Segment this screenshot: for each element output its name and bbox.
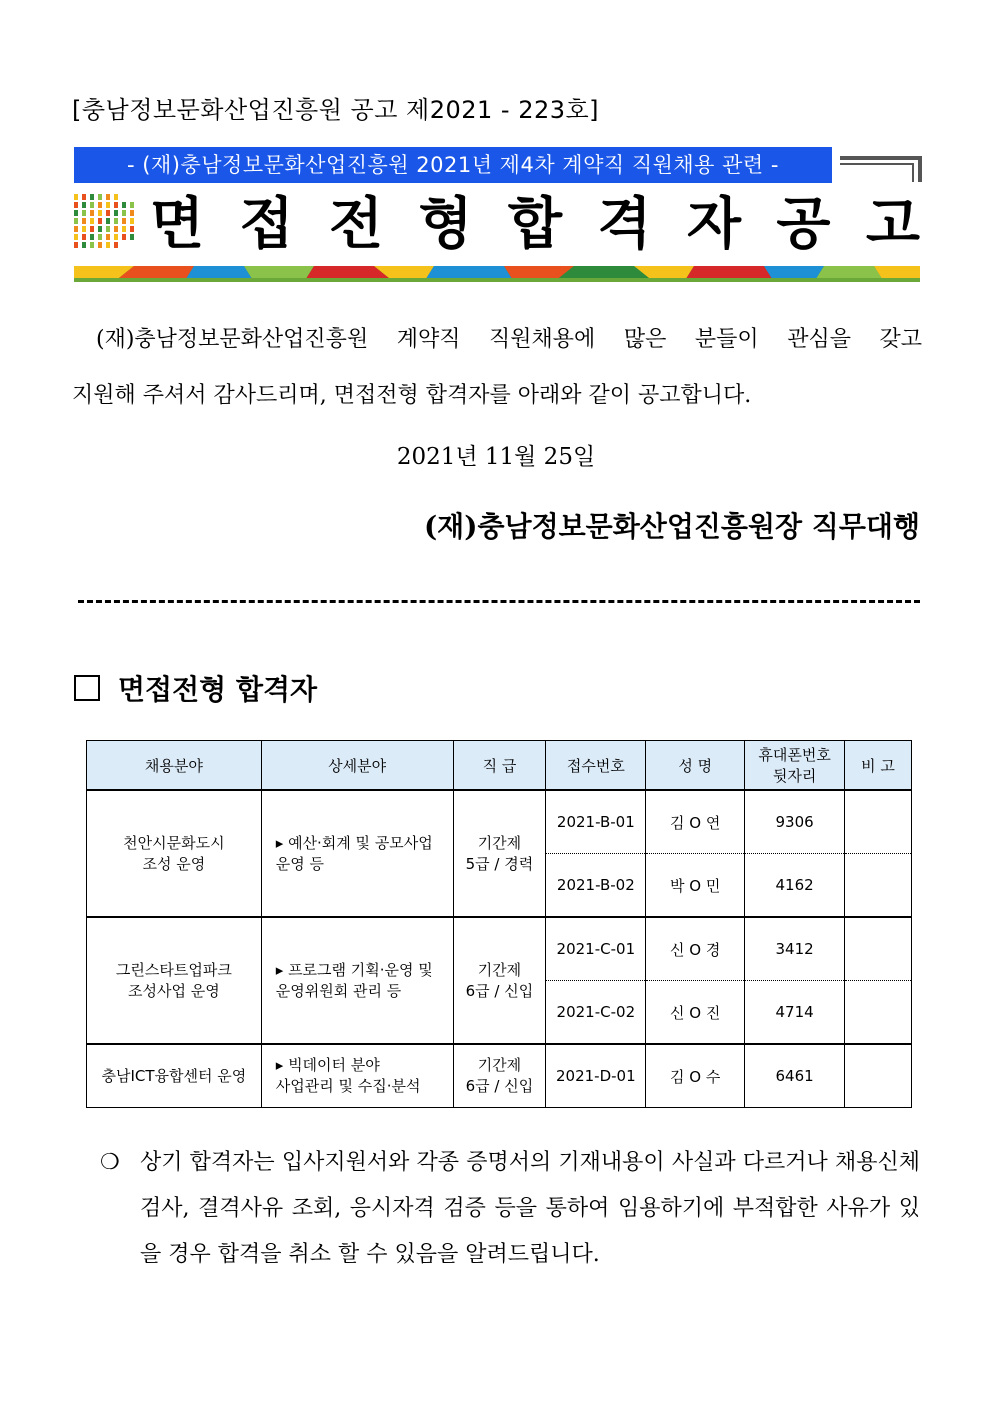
cell-receipt: 2021-C-01 (546, 917, 646, 981)
decorative-dot (114, 242, 118, 248)
decorative-dot (114, 194, 118, 200)
decorative-dot (106, 210, 110, 216)
decorative-dot (98, 218, 102, 224)
decorative-dot (114, 218, 118, 224)
cell-phone: 6461 (745, 1044, 845, 1108)
decorative-dot (90, 234, 94, 240)
title-char: 형 (418, 192, 473, 257)
decorative-dot (122, 210, 126, 216)
table-row (87, 917, 912, 981)
section-heading (74, 668, 317, 708)
cell-receipt: 2021-B-01 (546, 790, 646, 854)
table-header-cell: 휴대폰번호 뒷자리 (745, 741, 845, 791)
cell-note (845, 790, 912, 854)
signer: (재)충남정보문화산업진흥원장 직무대행 (423, 510, 920, 543)
intro-line-1: (재)충남정보문화산업진흥원 계약직 직원채용에 많은 분들이 관심을 갖고 (96, 327, 922, 352)
decorative-dot (106, 202, 110, 208)
decorative-dot (106, 218, 110, 224)
cell-note (845, 917, 912, 981)
decorative-dot (82, 210, 86, 216)
table-header-cell: 비 고 (845, 741, 912, 791)
decorative-corner-lines (840, 156, 922, 182)
cell-name: 김 O 수 (646, 1044, 745, 1108)
decorative-dot (130, 218, 134, 224)
decorative-dot (90, 242, 94, 248)
decorative-dot (90, 218, 94, 224)
decorative-dot (114, 234, 118, 240)
decorative-dot (98, 194, 102, 200)
decorative-dot (74, 218, 78, 224)
decorative-dot (122, 218, 126, 224)
decorative-dot (74, 210, 78, 216)
decorative-dot (106, 234, 110, 240)
decorative-dot (90, 210, 94, 216)
decorative-dot (98, 202, 102, 208)
dashed-divider (78, 600, 920, 603)
cell-receipt: 2021-B-02 (546, 854, 646, 918)
decorative-dot (74, 242, 78, 248)
cell-phone: 3412 (745, 917, 845, 981)
title-char: 합 (507, 192, 563, 257)
notice-number: [충남정보문화산업진흥원 공고 제2021 - 223호] (72, 96, 600, 124)
table-row (87, 790, 912, 854)
notice-date: 2021년 11월 25일 (396, 444, 596, 470)
table-header-cell: 직 급 (453, 741, 546, 791)
title-char: 자 (686, 192, 742, 257)
decorative-dot (90, 202, 94, 208)
cell-receipt: 2021-D-01 (546, 1044, 646, 1108)
decorative-rainbow-strip (74, 266, 920, 282)
table-header-cell: 성 명 (646, 741, 745, 791)
decorative-dot (122, 226, 126, 232)
decorative-dot (82, 218, 86, 224)
title-char: 고 (865, 192, 920, 257)
title-char: 격 (597, 192, 652, 257)
cell-receipt: 2021-C-02 (546, 981, 646, 1045)
subtitle-banner: - (재)충남정보문화산업진흥원 2021년 제4차 계약직 직원채용 관련 - (74, 147, 832, 183)
decorative-dot (98, 210, 102, 216)
decorative-dot (114, 226, 118, 232)
decorative-dot (114, 202, 118, 208)
decorative-dot (106, 242, 110, 248)
cell-name: 김 O 연 (646, 790, 745, 854)
decorative-dot (90, 226, 94, 232)
cell-note (845, 854, 912, 918)
decorative-dot (114, 210, 118, 216)
cell-detail: ▸ 빅데이터 분야 사업관리 및 수집·분석 (261, 1044, 453, 1108)
decorative-dot (130, 202, 134, 208)
decorative-dot (130, 210, 134, 216)
decorative-dot (98, 226, 102, 232)
decorative-dot (122, 202, 126, 208)
title-char: 전 (328, 192, 384, 257)
decorative-dot (98, 242, 102, 248)
decorative-dot (122, 234, 126, 240)
decorative-dot (106, 194, 110, 200)
cell-detail: ▸ 프로그램 기획·운영 및 운영위원회 관리 등 (261, 917, 453, 1044)
decorative-dot (130, 234, 134, 240)
section-title: 면접전형 합격자 (118, 673, 318, 706)
cell-grade: 기간제 5급 / 경력 (453, 790, 546, 917)
cell-grade: 기간제 6급 / 신입 (453, 917, 546, 1044)
decorative-dot (90, 194, 94, 200)
decorative-dot (74, 234, 78, 240)
cell-phone: 9306 (745, 790, 845, 854)
decorative-dot (98, 234, 102, 240)
decorative-dot (74, 226, 78, 232)
table-row (87, 1044, 912, 1108)
table-header-cell: 채용분야 (87, 741, 262, 791)
cell-name: 신 O 진 (646, 981, 745, 1045)
circle-bullet-icon: ❍ (100, 1150, 120, 1175)
results-table (86, 740, 912, 1108)
decorative-dot (106, 226, 110, 232)
cell-field: 그린스타트업파크 조성사업 운영 (87, 917, 262, 1044)
main-title (150, 190, 920, 260)
title-char: 공 (776, 192, 831, 257)
cell-note (845, 1044, 912, 1108)
remarks-text: 상기 합격자는 입사지원서와 각종 증명서의 기재내용이 사실과 다르거나 채용신체검사, 결격사유 조회, 응시자격 검증 등을 통하여 임용하기에 부적합한 사유가 있을 경우 합격을 취소 할 수 있음을 알려드립니다. (140, 1150, 920, 1267)
cell-detail: ▸ 예산·회계 및 공모사업 운영 등 (261, 790, 453, 917)
cell-name: 박 O 민 (646, 854, 745, 918)
decorative-dot (82, 226, 86, 232)
title-char: 면 (150, 192, 205, 257)
decorative-dot (82, 194, 86, 200)
decorative-dot (82, 234, 86, 240)
decorative-dot (74, 202, 78, 208)
decorative-dot-pattern (74, 194, 136, 250)
table-header-cell: 접수번호 (546, 741, 646, 791)
cell-field: 충남ICT융합센터 운영 (87, 1044, 262, 1108)
intro-line-2: 지원해 주셔서 감사드리며, 면접전형 합격자를 아래와 같이 공고합니다. (72, 383, 752, 408)
cell-phone: 4714 (745, 981, 845, 1045)
cell-note (845, 981, 912, 1045)
cell-grade: 기간제 6급 / 신입 (453, 1044, 546, 1108)
intro-paragraph (72, 312, 922, 424)
title-char: 접 (239, 192, 294, 257)
checkbox-square-icon (74, 675, 100, 701)
cell-phone: 4162 (745, 854, 845, 918)
decorative-dot (74, 194, 78, 200)
decorative-dot (130, 226, 134, 232)
remarks (100, 1140, 920, 1278)
cell-name: 신 O 경 (646, 917, 745, 981)
decorative-dot (82, 242, 86, 248)
decorative-dot (82, 202, 86, 208)
cell-field: 천안시문화도시 조성 운영 (87, 790, 262, 917)
table-header-cell: 상세분야 (261, 741, 453, 791)
